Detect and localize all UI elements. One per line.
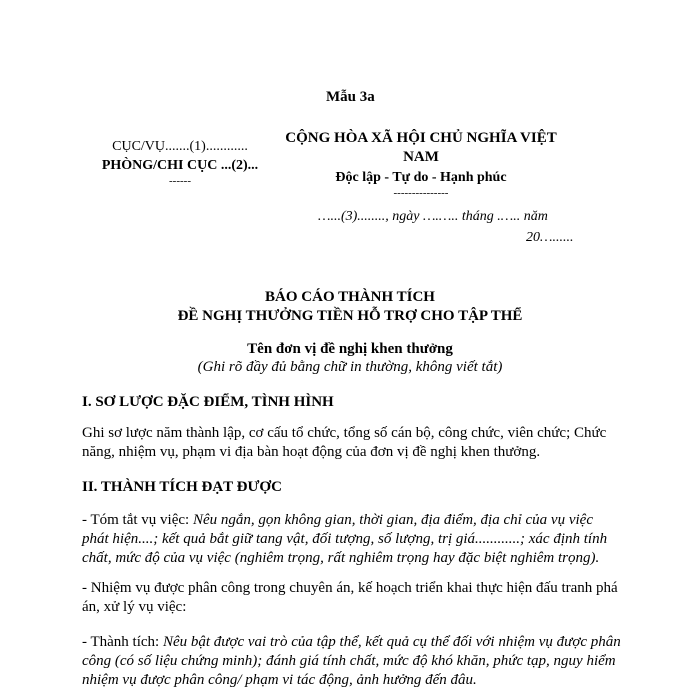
form-code: Mẫu 3a	[326, 89, 375, 105]
report-title	[150, 288, 550, 326]
item3-line1: Nêu bật được vai trò của tập thể, kết quả cụ thể đối với nhiệm vụ được phân	[162, 634, 621, 650]
item2-line2: án, xử lý vụ việc:	[82, 599, 187, 615]
national-header	[276, 129, 566, 199]
section1-line2: năng, nhiệm vụ, phạm vi địa bàn hoạt động của đơn vị đề nghị khen thưởng.	[82, 444, 541, 460]
item3-prefix: - Thành tích:	[82, 634, 163, 650]
national-title-line2: NAM	[403, 149, 439, 165]
item1-line1: Nêu ngắn, gọn không gian, thời gian, địa điểm, địa chỉ của vụ việc	[192, 512, 593, 528]
section1-heading: I. SƠ LƯỢC ĐẶC ĐIỂM, TÌNH HÌNH	[82, 394, 334, 410]
unit-note: (Ghi rõ đầy đủ bằng chữ in thường, không viết tắt)	[197, 359, 503, 375]
agency-line2: PHÒNG/CHI CỤC ...(2)...	[101, 158, 259, 173]
report-title-line1: BÁO CÁO THÀNH TÍCH	[265, 289, 435, 305]
unit-label: Tên đơn vị đề nghị khen thưởng	[247, 341, 453, 357]
item3-line2: công (có số liệu chứng minh); đánh giá tính chất, mức độ khó khăn, phức tạp, nguy hiểm	[82, 653, 616, 669]
section2-heading: II. THÀNH TÍCH ĐẠT ĐƯỢC	[82, 479, 282, 495]
agency-underline: ------	[169, 175, 191, 187]
item1-line3: chất, mức độ của vụ việc (nghiêm trọng, rất nghiêm trọng hay đặc biệt nghiêm trọng).	[82, 550, 600, 566]
agency-line1: CỤC/VỤ.......(1)............	[112, 139, 248, 154]
national-underline: ---------------	[393, 187, 449, 199]
national-title-line1: CỘNG HÒA XÃ HỘI CHỦ NGHĨA VIỆT	[285, 130, 557, 146]
date-line-1: …...(3)........, ngày ….….. tháng .….. năm	[318, 209, 548, 224]
section2-item2	[82, 579, 618, 617]
unit-block	[150, 340, 550, 376]
agency-header	[80, 137, 280, 188]
section2-item3	[82, 633, 621, 690]
section1-line1: Ghi sơ lược năm thành lập, cơ cấu tổ chức, tổng số cán bộ, công chức, viên chức; Chức	[82, 425, 607, 441]
section2-item1	[82, 511, 607, 568]
item2-line1: - Nhiệm vụ được phân công trong chuyên án, kế hoạch triển khai thực hiện đấu tranh phá	[82, 580, 618, 596]
report-title-line2: ĐỀ NGHỊ THƯỞNG TIỀN HỖ TRỢ CHO TẬP THỂ	[177, 308, 523, 324]
item1-prefix: - Tóm tắt vụ việc:	[82, 512, 193, 528]
section1-paragraph	[82, 424, 606, 462]
item1-line2: phát hiện....; kết quả bắt giữ tang vật, đối tượng, số lượng, trị giá............; xác định tính	[82, 531, 608, 547]
item3-line3: nhiệm vụ được phân công/ phạm vi tác động, ảnh hưởng đến đâu.	[82, 672, 477, 688]
date-line-2: 20…......	[526, 230, 574, 245]
national-motto: Độc lập - Tự do - Hạnh phúc	[335, 170, 507, 185]
